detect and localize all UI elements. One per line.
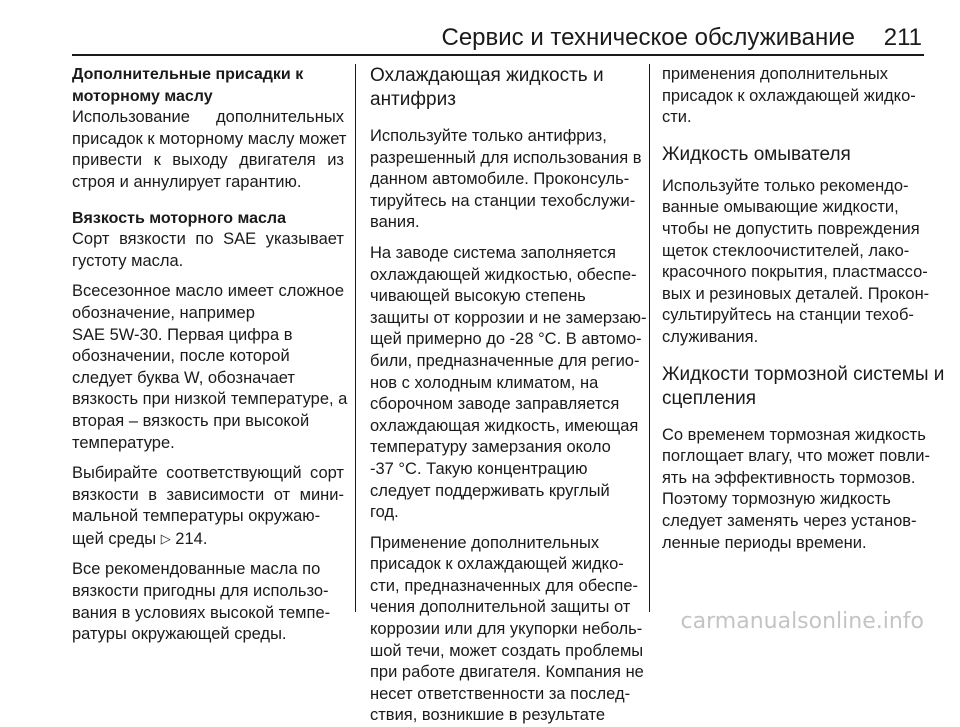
paragraph-choose-viscosity [72,463,344,550]
column-1 [72,64,348,646]
text-line: год. [370,503,399,522]
text-line: обозначение, например [72,303,255,322]
text-line: Сорт вязкости по SAE указывает [72,230,344,249]
column-3 [662,64,945,554]
text-line: коррозии или для укупорки неболь- [370,620,643,639]
text-line: обозначении, после которой [72,347,290,366]
text-line: ратуры окружающей среды. [72,625,287,644]
text-line: привести к выходу двигателя из [72,151,344,170]
text-line: служивания. [662,327,759,346]
text-line: Охлаждающая жидкость и [370,65,604,86]
text-line: следует буква W, обозначает [72,368,295,387]
text-line: данном автомобиле. Проконсуль- [370,170,630,189]
text-line: вания в условиях высокой темпе- [72,603,331,622]
text-line: На заводе система заполняется [370,243,616,262]
page-number: 211 [883,24,922,51]
text-line: сультируйтесь на станции техоб- [662,306,914,325]
text-line: антифриз [370,89,456,110]
text-line: Поэтому тормозную жидкость [662,490,891,509]
text-line: Использование дополнительных [72,108,344,127]
heading-brake-fluid [662,363,945,411]
text-line: Жидкости тормозной системы и [662,363,945,385]
text-line: присадок к охлаждающей жидко- [370,555,624,574]
text-line: Используйте только рекомендо- [662,176,909,195]
arrow-right-icon[interactable]: ▷ [160,530,171,546]
text-line: вторая – вязкость при высокой [72,411,310,430]
text-line: Используйте только антифриз, [370,127,607,145]
text-line: вязкости в зависимости от мини- [72,485,344,504]
paragraph-oil-additives [72,107,347,193]
text-line: вых и резиновых деталей. Прокон- [662,284,930,303]
text-line: Всесезонное масло имеет сложное [72,282,344,301]
text-line: при работе двигателя. Компания не [370,663,644,682]
header-rule [72,54,924,56]
text-line: шой течи, может создать проблемы [370,641,644,660]
text-line: Выбирайте соответствующий сорт [72,464,344,483]
text-line: чивающей высокую степень [370,287,586,306]
text-line: охлаждающей жидкостью, обеспе- [370,265,637,284]
text-line: били, предназначенные для регио- [370,351,640,370]
text-line: разрешенный для использования в [370,148,642,167]
text-line: поглощает влагу, что может повли- [662,447,930,466]
text-line: -37 °C. Такую концентрацию [370,459,588,478]
text-line: защиты от коррозии и не замерзаю- [370,308,647,327]
text-line: Жидкость омывателя [662,143,851,165]
text-line: ять на эффективность тормозов. [662,468,916,487]
paragraph-multigrade-oil [72,281,348,454]
page-reference-link[interactable]: 214. [175,529,208,548]
text-line: ванные омывающие жидкости, [662,198,899,217]
text-line [72,528,344,551]
paragraph-brake-fluid [662,425,930,555]
paragraph-washer-fluid [662,176,930,349]
text-line: применения дополнительных [662,65,888,83]
text-line: сти, предназначенных для обеспе- [370,576,638,595]
text-line: щей примерно до -28 °C. В автомо- [370,330,642,349]
text-line: сти. [662,108,692,127]
text-line: строя и аннулирует гарантию. [72,172,302,191]
text-line: SAE 5W-30. Первая цифра в [72,325,293,344]
heading-oil-viscosity [72,208,344,230]
paragraph-coolant-factory [370,243,647,524]
page-header [0,24,960,52]
text-line: сцепления [662,387,757,409]
text-line: Все рекомендованные масла по [72,560,321,579]
text-line: чения дополнительной защиты от [370,598,631,617]
paragraph-coolant-continued [662,64,926,129]
paragraph-coolant-approved [370,126,642,234]
text-line: ленные периоды времени. [662,533,867,552]
text-line: охлаждающая жидкость, имеющая [370,416,639,435]
text-line: следует поддерживать круглый [370,481,610,500]
text-line: красочного покрытия, пластмассо- [662,263,928,282]
text-line: Со временем тормозная жидкость [662,425,926,444]
paragraph-viscosity-sae [72,229,344,272]
text-line: моторному маслу [72,87,213,105]
watermark: carmanualsonline.info [680,609,924,634]
text-line: нов с холодным климатом, на [370,373,599,392]
column-2 [370,64,647,727]
text-line: тируйтесь на станции техобслужи- [370,191,636,210]
heading-oil-additives [72,64,344,107]
text-line: следует заменять через установ- [662,511,917,530]
text-line: вания. [370,213,420,232]
text-line: ствия, возникшие в результате [370,706,606,725]
text-line: Дополнительные присадки к [72,66,304,83]
heading-washer-fluid [662,143,926,167]
text-line: густоту масла. [72,251,184,270]
text-line: чтобы не допустить повреждения [662,219,920,238]
text-line: щеток стеклоочистителей, лако- [662,241,910,260]
text-line: Применение дополнительных [370,533,600,552]
text-line: несет ответственности за послед- [370,684,631,703]
paragraph-recommended-oils [72,559,344,645]
text-line: температуре. [72,433,175,452]
text-line: Вязкость моторного масла [72,209,286,227]
text-line: сборочном заводе заправляется [370,395,620,414]
text-line: присадок к охлаждающей жидко- [662,86,916,105]
page-title: Сервис и техническое обслуживание [441,24,855,51]
column-divider-1 [355,64,356,612]
column-divider-2 [649,64,650,612]
text-line: вязкости пригодны для использо- [72,582,329,601]
text-line: вязкость при низкой температуре, а [72,390,348,409]
text-fragment: щей среды [72,529,157,548]
heading-coolant [370,64,638,112]
paragraph-coolant-additives [370,533,644,727]
text-line: температуру замерзания около [370,438,611,457]
text-line: мальной температуры окружаю- [72,507,321,526]
text-line: присадок к моторному маслу может [72,129,347,148]
